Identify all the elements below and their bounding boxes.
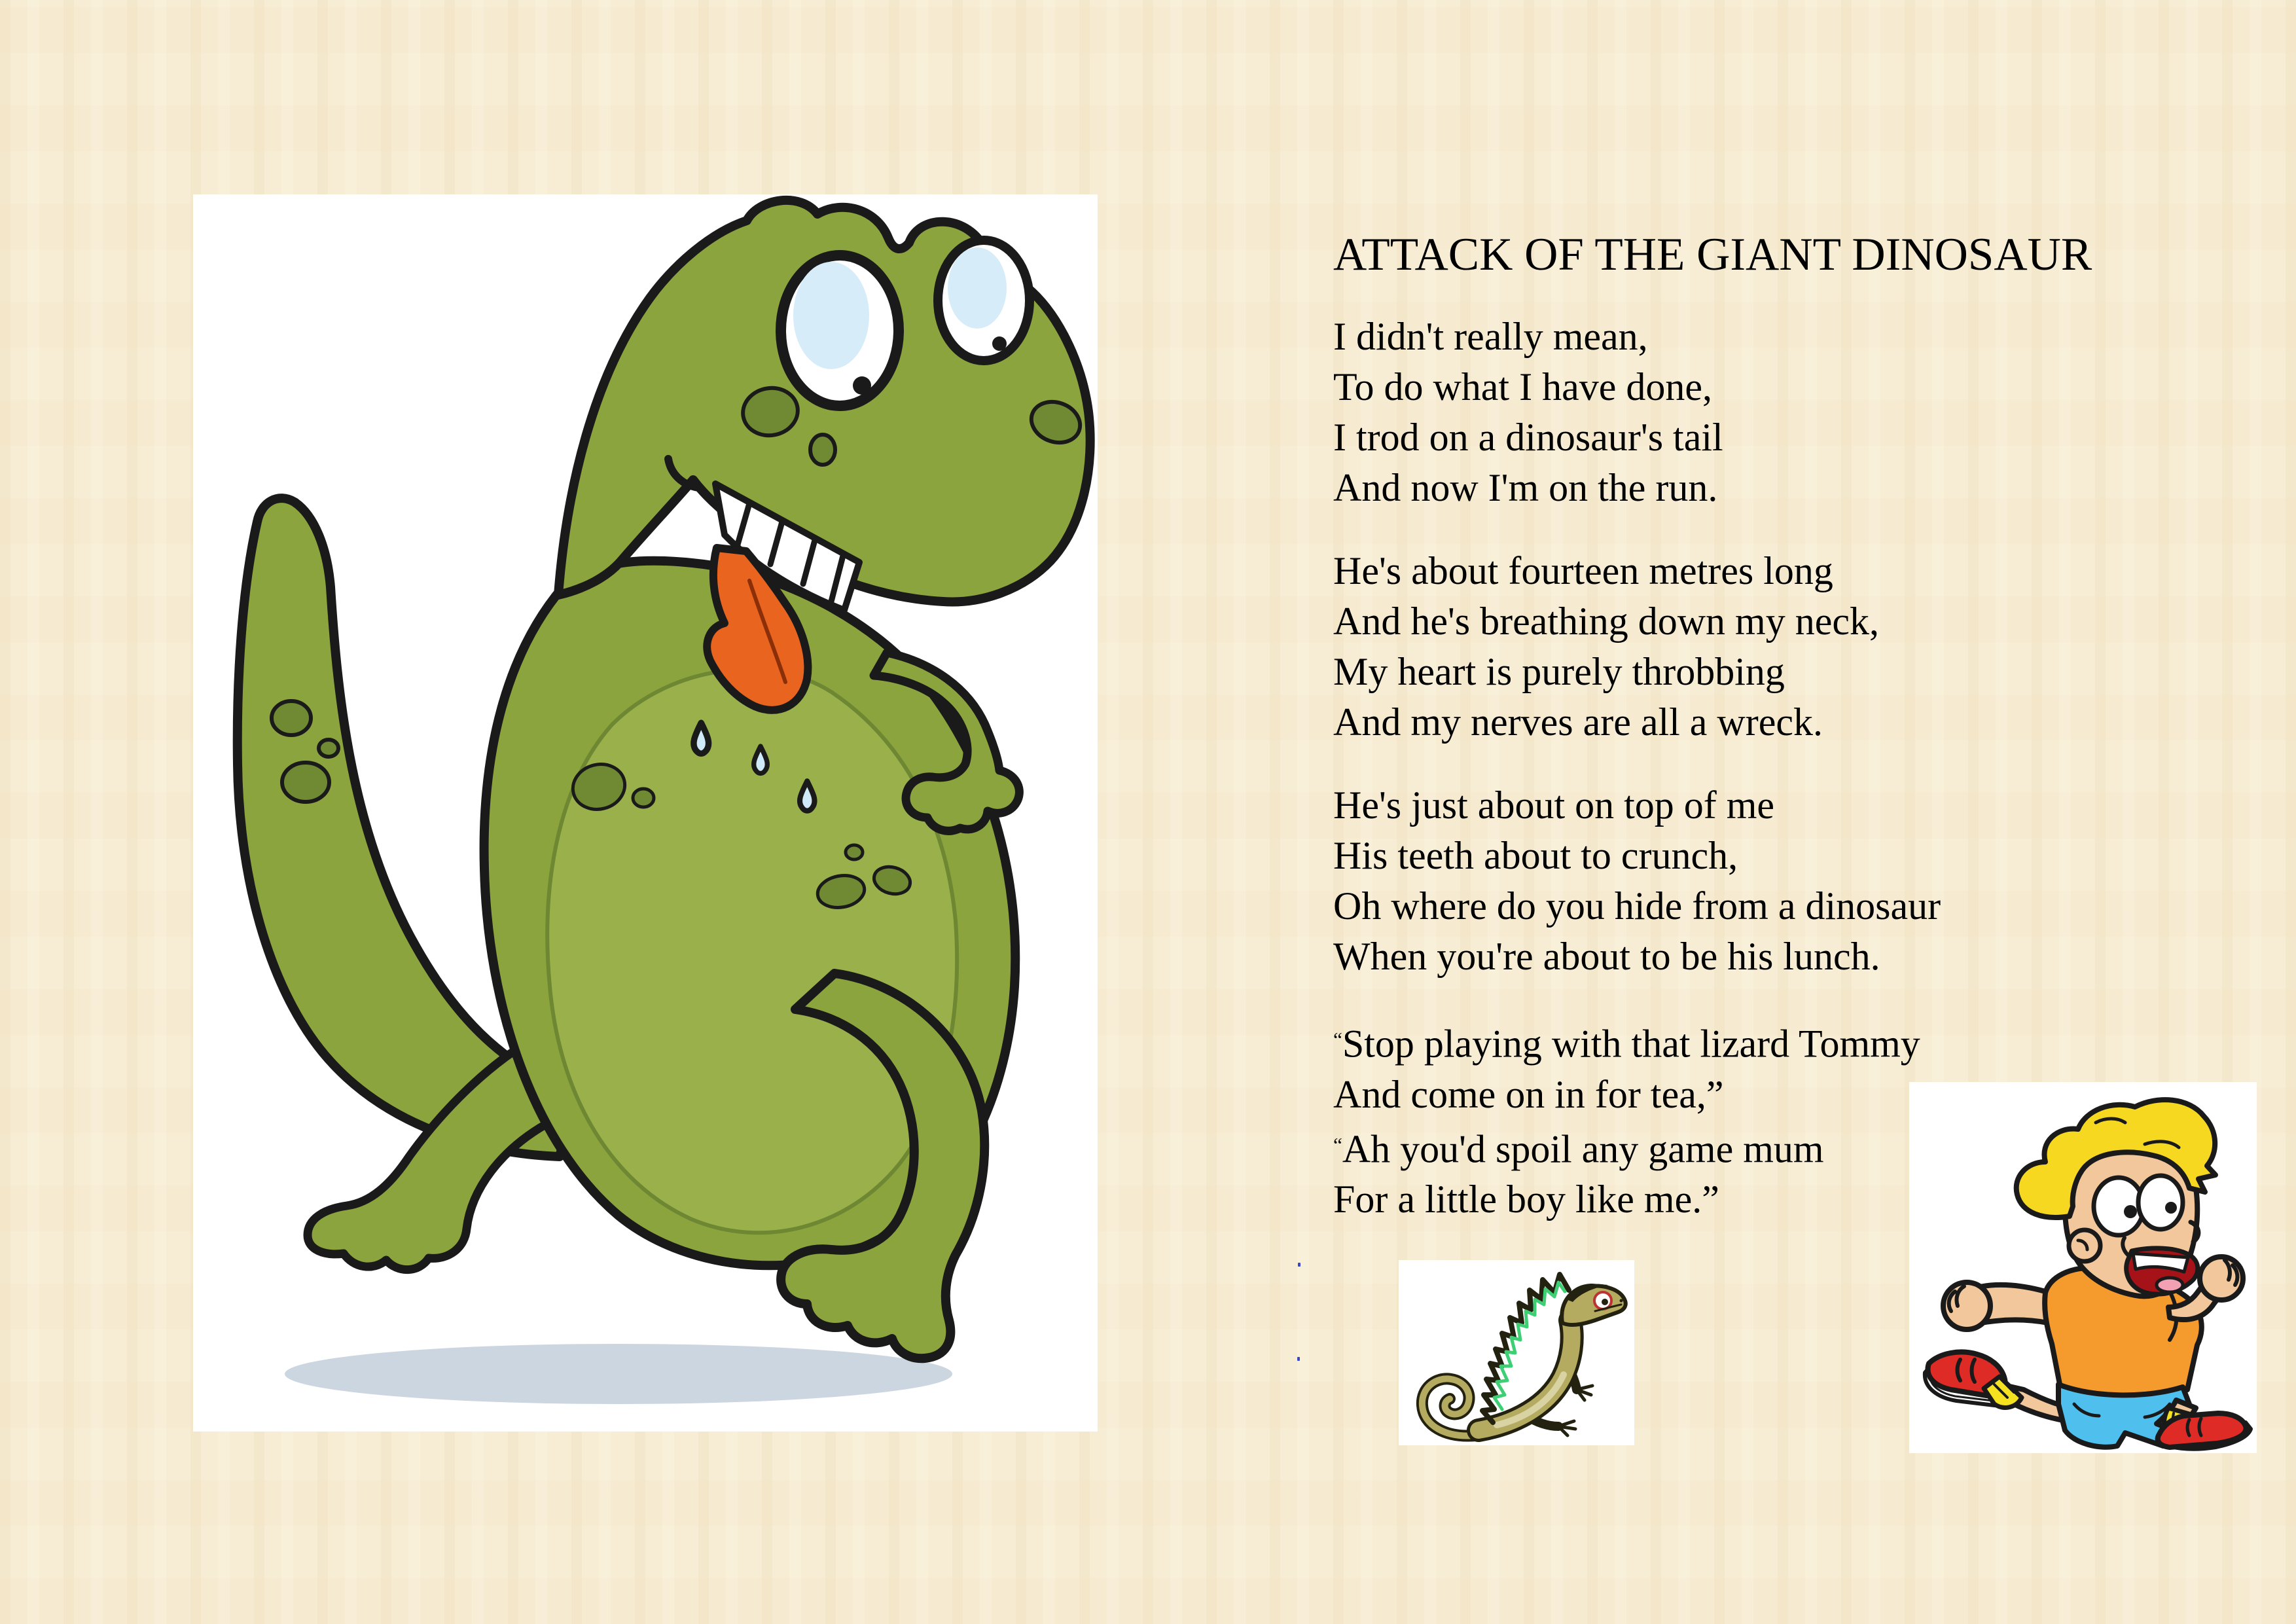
poem-line: His teeth about to crunch, [1333, 834, 1738, 877]
boy-tongue [2157, 1278, 2183, 1292]
dino-eye-right [938, 240, 1030, 361]
poem-line: My heart is purely throbbing [1333, 650, 1785, 693]
boy-back-fist [1943, 1282, 1990, 1329]
boy-image-panel [1909, 1082, 2257, 1453]
small-open-quote: “ [1333, 1028, 1342, 1051]
poem-line: He's about fourteen metres long [1333, 549, 1833, 592]
poem-stanza-2 [1333, 546, 2210, 748]
dinosaur-image-panel [193, 194, 1098, 1432]
small-open-quote: “ [1333, 1133, 1342, 1157]
poem-line: And come on in for tea,” [1333, 1072, 1724, 1116]
poem-line: “Stop playing with that lizard Tommy [1333, 1022, 1920, 1066]
poem-line: And now I'm on the run. [1333, 466, 1718, 509]
poem-stanza-3 [1333, 780, 2210, 982]
poem-title: ATTACK OF THE GIANT DINOSAUR [1333, 229, 2092, 280]
poem-line: And my nerves are all a wreck. [1333, 700, 1823, 744]
running-boy-illustration [1909, 1082, 2257, 1453]
poem-stanza-1 [1333, 312, 2210, 513]
poem-line: And he's breathing down my neck, [1333, 600, 1879, 643]
dinosaur-illustration [193, 194, 1098, 1432]
boy-right-leg [2157, 1400, 2251, 1449]
lizard-image-panel [1399, 1260, 1634, 1445]
stray-mark-dot [1297, 1357, 1300, 1361]
poem-line: “Ah you'd spoil any game mum [1333, 1127, 1824, 1171]
poem-line: When you're about to be his lunch. [1333, 935, 1880, 978]
boy-ear [2069, 1230, 2100, 1261]
stray-mark-dot [1298, 1263, 1300, 1267]
poem-line: I didn't really mean, [1333, 315, 1648, 358]
dino-belly [547, 670, 957, 1233]
poem-line: To do what I have done, [1333, 365, 1712, 408]
poem-line: For a little boy like me.” [1333, 1178, 1719, 1221]
dino-shadow [285, 1344, 952, 1404]
lizard-nostril [1620, 1299, 1623, 1303]
poem-line: He's just about on top of me [1333, 784, 1775, 827]
poem-line: I trod on a dinosaur's tail [1333, 416, 1723, 459]
poem-line: Oh where do you hide from a dinosaur [1333, 884, 1941, 928]
dino-eye-left [781, 255, 899, 406]
lizard-illustration [1399, 1260, 1634, 1445]
